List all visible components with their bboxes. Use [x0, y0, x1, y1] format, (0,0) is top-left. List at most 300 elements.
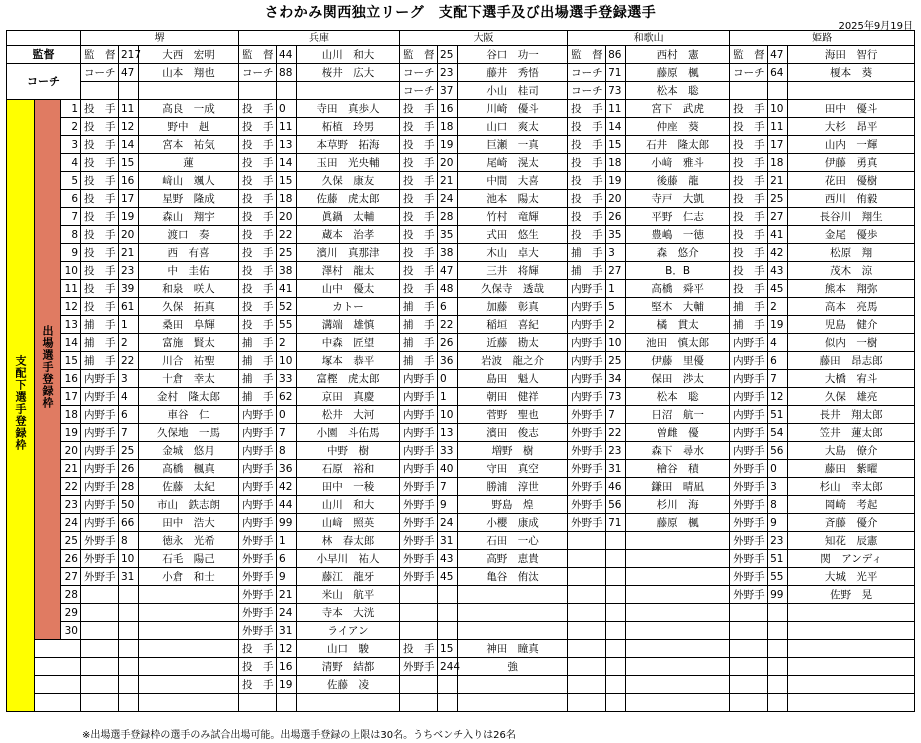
number-cell: 64	[768, 64, 788, 82]
row-index: 15	[61, 352, 81, 370]
position-cell: 投 手	[568, 154, 606, 172]
player-name-cell: 清野 結都	[297, 658, 400, 676]
position-cell	[730, 622, 768, 640]
position-cell: 内野手	[400, 442, 438, 460]
position-cell	[400, 604, 438, 622]
player-name-cell: 加藤 彰真	[458, 298, 568, 316]
player-name-cell	[788, 640, 915, 658]
number-cell	[606, 586, 626, 604]
number-cell	[606, 550, 626, 568]
number-cell	[277, 82, 297, 100]
number-cell: 14	[119, 136, 139, 154]
number-cell: 0	[768, 460, 788, 478]
player-name-cell: 伊藤 勇真	[788, 154, 915, 172]
position-cell	[568, 532, 606, 550]
number-cell: 10	[606, 334, 626, 352]
player-name-cell	[139, 658, 239, 676]
number-cell	[768, 676, 788, 694]
number-cell: 24	[438, 190, 458, 208]
number-cell: 44	[277, 496, 297, 514]
team-name-header: 姫路	[730, 31, 915, 46]
player-name-cell: 朝田 健祥	[458, 388, 568, 406]
player-name-cell: 森 悠介	[626, 244, 730, 262]
position-cell	[568, 586, 606, 604]
player-name-cell	[626, 532, 730, 550]
position-cell: 捕 手	[400, 352, 438, 370]
position-cell: 投 手	[81, 172, 119, 190]
number-cell	[768, 604, 788, 622]
player-name-cell: 富樫 虎太郎	[297, 370, 400, 388]
position-cell: 投 手	[81, 154, 119, 172]
position-cell: 外野手	[730, 568, 768, 586]
position-cell: 投 手	[730, 280, 768, 298]
player-name-cell: 三井 将輝	[458, 262, 568, 280]
player-name-cell: 石田 一心	[458, 532, 568, 550]
player-name-cell: 和泉 咲人	[139, 280, 239, 298]
position-cell: 投 手	[239, 136, 277, 154]
number-cell: 15	[119, 154, 139, 172]
position-cell: 内野手	[730, 424, 768, 442]
number-cell: 217	[119, 46, 139, 64]
person-name-cell: 海田 智行	[788, 46, 915, 64]
position-cell: 内野手	[239, 514, 277, 532]
table-row	[7, 316, 915, 334]
number-cell: 0	[277, 100, 297, 118]
player-name-cell: 木山 卓大	[458, 244, 568, 262]
number-cell: 22	[438, 316, 458, 334]
player-name-cell: 川崎 優斗	[458, 100, 568, 118]
position-cell: 内野手	[730, 370, 768, 388]
player-name-cell: 久保 康友	[297, 172, 400, 190]
player-name-cell: 藤原 楓	[626, 514, 730, 532]
number-cell: 13	[438, 424, 458, 442]
player-name-cell: 檜谷 積	[626, 460, 730, 478]
position-cell: 内野手	[730, 442, 768, 460]
player-name-cell	[458, 604, 568, 622]
number-cell: 26	[606, 208, 626, 226]
number-cell: 18	[438, 118, 458, 136]
position-cell: 内野手	[239, 406, 277, 424]
manager-row-label: 監督	[7, 46, 81, 64]
team-name-header: 兵庫	[239, 31, 400, 46]
position-cell: 内野手	[81, 460, 119, 478]
player-name-cell: 池本 陽太	[458, 190, 568, 208]
player-name-cell: 野島 煌	[458, 496, 568, 514]
number-cell: 25	[119, 442, 139, 460]
position-cell: 外野手	[239, 550, 277, 568]
row-index: 20	[61, 442, 81, 460]
player-name-cell: 松原 翔	[788, 244, 915, 262]
number-cell	[768, 694, 788, 712]
table-row	[7, 100, 915, 118]
role-cell: 監 督	[400, 46, 438, 64]
player-name-cell	[458, 586, 568, 604]
number-cell: 23	[606, 442, 626, 460]
role-cell: コーチ	[400, 64, 438, 82]
table-row	[7, 640, 915, 658]
number-cell: 7	[438, 478, 458, 496]
table-row	[7, 406, 915, 424]
row-index: 22	[61, 478, 81, 496]
number-cell: 25	[606, 352, 626, 370]
number-cell: 6	[119, 406, 139, 424]
number-cell: 15	[606, 136, 626, 154]
position-cell: 外野手	[730, 550, 768, 568]
player-name-cell: 花田 優樹	[788, 172, 915, 190]
position-cell: 内野手	[239, 424, 277, 442]
player-name-cell: 中野 樹	[297, 442, 400, 460]
player-name-cell: 佐藤 凌	[297, 676, 400, 694]
player-name-cell: 寺本 大洸	[297, 604, 400, 622]
number-cell: 21	[768, 172, 788, 190]
position-cell: 外野手	[81, 550, 119, 568]
number-cell: 19	[606, 172, 626, 190]
player-name-cell: 佐藤 太紀	[139, 478, 239, 496]
table-row	[7, 190, 915, 208]
player-name-cell: 松井 大河	[297, 406, 400, 424]
role-cell: コーチ	[400, 82, 438, 100]
number-cell: 31	[277, 622, 297, 640]
number-cell: 15	[438, 640, 458, 658]
position-cell: 外野手	[568, 424, 606, 442]
table-row	[7, 496, 915, 514]
number-cell	[119, 676, 139, 694]
position-cell	[81, 694, 119, 712]
row-index: 23	[61, 496, 81, 514]
position-cell: 投 手	[730, 226, 768, 244]
player-name-cell	[139, 604, 239, 622]
player-name-cell: 日沼 航一	[626, 406, 730, 424]
number-cell: 2	[606, 316, 626, 334]
player-name-cell: 金尾 優歩	[788, 226, 915, 244]
table-row	[7, 604, 915, 622]
number-cell: 14	[277, 154, 297, 172]
number-cell: 26	[119, 460, 139, 478]
number-cell	[119, 622, 139, 640]
player-name-cell: 近藤 勘太	[458, 334, 568, 352]
player-name-cell: 宮本 祐気	[139, 136, 239, 154]
number-cell	[119, 694, 139, 712]
number-cell	[438, 622, 458, 640]
position-cell: 投 手	[730, 154, 768, 172]
role-cell	[730, 82, 768, 100]
number-cell: 7	[606, 406, 626, 424]
position-cell: 投 手	[400, 208, 438, 226]
player-name-cell	[788, 604, 915, 622]
role-cell: コーチ	[568, 64, 606, 82]
player-name-cell	[788, 694, 915, 712]
player-name-cell	[139, 622, 239, 640]
number-cell: 42	[277, 478, 297, 496]
position-cell: 捕 手	[81, 334, 119, 352]
number-cell: 6	[768, 352, 788, 370]
row-index	[35, 676, 81, 694]
position-cell	[730, 676, 768, 694]
table-row	[7, 442, 915, 460]
row-index: 26	[61, 550, 81, 568]
position-cell: 外野手	[239, 586, 277, 604]
player-name-cell: ライアン	[297, 622, 400, 640]
player-name-cell: 尾崎 滉太	[458, 154, 568, 172]
row-index: 25	[61, 532, 81, 550]
player-name-cell: 森山 翔宇	[139, 208, 239, 226]
number-cell: 18	[606, 154, 626, 172]
number-cell: 8	[119, 532, 139, 550]
player-name-cell: 濱川 真那津	[297, 244, 400, 262]
player-name-cell	[626, 586, 730, 604]
number-cell: 0	[438, 370, 458, 388]
position-cell: 外野手	[730, 586, 768, 604]
player-name-cell: 堅木 大輔	[626, 298, 730, 316]
position-cell: 内野手	[568, 298, 606, 316]
row-index: 12	[61, 298, 81, 316]
position-cell: 内野手	[568, 370, 606, 388]
player-name-cell: 岩波 龍之介	[458, 352, 568, 370]
number-cell: 8	[277, 442, 297, 460]
position-cell: 投 手	[81, 208, 119, 226]
position-cell: 投 手	[239, 316, 277, 334]
number-cell: 5	[606, 298, 626, 316]
position-cell	[239, 694, 277, 712]
number-cell	[119, 586, 139, 604]
player-name-cell: 中 圭佑	[139, 262, 239, 280]
position-cell: 投 手	[400, 262, 438, 280]
position-cell: 内野手	[81, 388, 119, 406]
player-name-cell	[626, 568, 730, 586]
role-cell: 監 督	[568, 46, 606, 64]
position-cell: 投 手	[239, 172, 277, 190]
position-cell	[730, 640, 768, 658]
position-cell: 外野手	[568, 496, 606, 514]
position-cell: 投 手	[568, 100, 606, 118]
player-name-cell: 稲垣 喜紀	[458, 316, 568, 334]
table-row	[7, 550, 915, 568]
position-cell: 外野手	[568, 514, 606, 532]
player-name-cell: 高野 恵貴	[458, 550, 568, 568]
row-index: 21	[61, 460, 81, 478]
number-cell: 66	[119, 514, 139, 532]
position-cell: 投 手	[400, 100, 438, 118]
date-label: 2025年9月19日	[838, 21, 913, 32]
number-cell: 31	[119, 568, 139, 586]
number-cell: 16	[119, 172, 139, 190]
number-cell	[606, 676, 626, 694]
player-name-cell	[458, 622, 568, 640]
number-cell: 9	[438, 496, 458, 514]
position-cell: 投 手	[730, 262, 768, 280]
player-name-cell: 渡口 奏	[139, 226, 239, 244]
player-name-cell: 山口 爽太	[458, 118, 568, 136]
player-name-cell: 佐藤 虎太郎	[297, 190, 400, 208]
number-cell: 56	[768, 442, 788, 460]
number-cell	[119, 640, 139, 658]
player-name-cell: 田中 優斗	[788, 100, 915, 118]
player-name-cell: 巨瀬 一真	[458, 136, 568, 154]
position-cell: 捕 手	[400, 316, 438, 334]
number-cell: 40	[438, 460, 458, 478]
number-cell: 47	[119, 64, 139, 82]
position-cell: 捕 手	[730, 298, 768, 316]
position-cell: 内野手	[730, 388, 768, 406]
position-cell: 投 手	[400, 190, 438, 208]
number-cell: 36	[277, 460, 297, 478]
table-row	[7, 586, 915, 604]
number-cell: 51	[768, 550, 788, 568]
active-frame-label	[35, 100, 61, 640]
position-cell: 投 手	[730, 190, 768, 208]
position-cell: 外野手	[400, 496, 438, 514]
position-cell: 投 手	[400, 154, 438, 172]
player-name-cell: 藤田 昂志郎	[788, 352, 915, 370]
player-name-cell: 高本 亮馬	[788, 298, 915, 316]
player-name-cell: 山口 駿	[297, 640, 400, 658]
player-name-cell: 久保寺 透哉	[458, 280, 568, 298]
number-cell	[119, 604, 139, 622]
row-index: 14	[61, 334, 81, 352]
row-index	[35, 640, 81, 658]
number-cell: 18	[277, 190, 297, 208]
role-cell: コーチ	[81, 64, 119, 82]
row-index: 24	[61, 514, 81, 532]
active-frame-text: 出場選手登録枠	[41, 325, 54, 409]
number-cell: 1	[119, 316, 139, 334]
player-name-cell: 市山 鉄志朗	[139, 496, 239, 514]
person-name-cell: 山本 翔也	[139, 64, 239, 82]
player-name-cell: 濱田 俊志	[458, 424, 568, 442]
position-cell: 外野手	[730, 478, 768, 496]
number-cell: 11	[768, 118, 788, 136]
player-name-cell: 寺田 真歩人	[297, 100, 400, 118]
player-name-cell: 川合 祐聖	[139, 352, 239, 370]
row-index: 2	[61, 118, 81, 136]
position-cell: 内野手	[81, 370, 119, 388]
player-name-cell: 蔵本 治孝	[297, 226, 400, 244]
person-name-cell	[788, 82, 915, 100]
player-name-cell	[626, 604, 730, 622]
number-cell: 38	[277, 262, 297, 280]
player-name-cell: 平野 仁志	[626, 208, 730, 226]
player-name-cell: 十倉 幸太	[139, 370, 239, 388]
position-cell	[730, 658, 768, 676]
position-cell: 投 手	[81, 226, 119, 244]
position-cell: 内野手	[400, 460, 438, 478]
number-cell: 86	[606, 46, 626, 64]
position-cell: 内野手	[568, 352, 606, 370]
position-cell: 投 手	[400, 226, 438, 244]
player-name-cell: 豊嶋 一徳	[626, 226, 730, 244]
player-name-cell: 仲座 葵	[626, 118, 730, 136]
row-index	[35, 658, 81, 676]
number-cell: 22	[277, 226, 297, 244]
number-cell: 41	[277, 280, 297, 298]
player-name-cell: 山﨑 照英	[297, 514, 400, 532]
number-cell: 33	[277, 370, 297, 388]
table-row	[7, 514, 915, 532]
number-cell: 21	[438, 172, 458, 190]
position-cell: 投 手	[730, 100, 768, 118]
number-cell: 48	[438, 280, 458, 298]
position-cell: 投 手	[239, 280, 277, 298]
position-cell: 内野手	[730, 352, 768, 370]
number-cell: 18	[768, 154, 788, 172]
position-cell	[568, 604, 606, 622]
player-name-cell: 富施 賢太	[139, 334, 239, 352]
number-cell: 2	[768, 298, 788, 316]
position-cell: 内野手	[730, 406, 768, 424]
number-cell: 31	[606, 460, 626, 478]
player-name-cell: 茂木 涼	[788, 262, 915, 280]
number-cell	[606, 694, 626, 712]
position-cell: 投 手	[239, 154, 277, 172]
number-cell: 21	[277, 586, 297, 604]
player-name-cell: 米山 航平	[297, 586, 400, 604]
position-cell: 投 手	[239, 262, 277, 280]
coach-row-label: コーチ	[7, 64, 81, 100]
player-name-cell: 中森 匠望	[297, 334, 400, 352]
player-name-cell: 勝浦 淳世	[458, 478, 568, 496]
position-cell: 外野手	[400, 568, 438, 586]
position-cell: 外野手	[400, 478, 438, 496]
position-cell: 外野手	[568, 406, 606, 424]
position-cell: 外野手	[568, 442, 606, 460]
player-name-cell	[788, 622, 915, 640]
number-cell: 12	[119, 118, 139, 136]
number-cell: 7	[277, 424, 297, 442]
position-cell: 外野手	[730, 496, 768, 514]
number-cell: 10	[119, 550, 139, 568]
player-name-cell	[458, 676, 568, 694]
position-cell: 内野手	[81, 496, 119, 514]
player-name-cell: 森下 尋水	[626, 442, 730, 460]
row-index: 9	[61, 244, 81, 262]
position-cell	[81, 658, 119, 676]
position-cell: 投 手	[239, 640, 277, 658]
player-name-cell: 澤村 龍太	[297, 262, 400, 280]
position-cell: 外野手	[400, 532, 438, 550]
person-name-cell: 谷口 功一	[458, 46, 568, 64]
player-name-cell: 林 春太郎	[297, 532, 400, 550]
team-header-row	[7, 31, 915, 46]
role-cell	[81, 82, 119, 100]
player-name-cell	[626, 676, 730, 694]
table-row	[7, 244, 915, 262]
number-cell: 34	[606, 370, 626, 388]
position-cell	[81, 586, 119, 604]
position-cell	[730, 604, 768, 622]
number-cell: 42	[768, 244, 788, 262]
position-cell: 投 手	[568, 208, 606, 226]
player-name-cell: 溝端 雄慎	[297, 316, 400, 334]
row-index: 18	[61, 406, 81, 424]
player-name-cell	[626, 658, 730, 676]
player-name-cell: 石井 隆太郎	[626, 136, 730, 154]
position-cell	[568, 640, 606, 658]
number-cell: 2	[277, 334, 297, 352]
player-name-cell: 亀谷 侑汰	[458, 568, 568, 586]
role-cell: コーチ	[239, 64, 277, 82]
position-cell: 投 手	[400, 136, 438, 154]
number-cell	[768, 640, 788, 658]
player-name-cell	[788, 658, 915, 676]
position-cell: 投 手	[568, 136, 606, 154]
number-cell	[768, 82, 788, 100]
number-cell: 7	[119, 424, 139, 442]
number-cell: 62	[277, 388, 297, 406]
player-name-cell: 中間 大喜	[458, 172, 568, 190]
player-name-cell: 眞鍋 太輔	[297, 208, 400, 226]
number-cell: 24	[277, 604, 297, 622]
number-cell: 19	[277, 676, 297, 694]
